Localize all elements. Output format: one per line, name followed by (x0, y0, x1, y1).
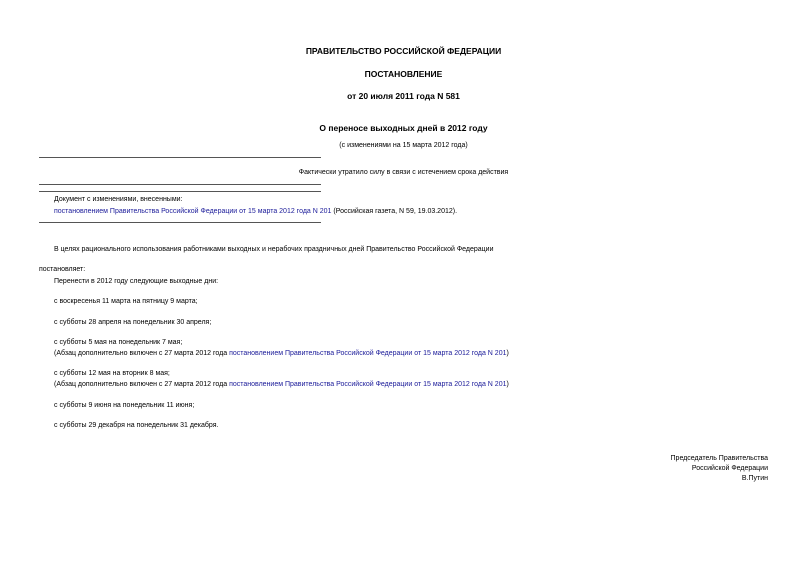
publication-source: (Российская газета, N 59, 19.03.2012). (331, 208, 458, 215)
divider (39, 184, 321, 185)
signatory-position: Председатель Правительства (670, 455, 768, 462)
amendment-note: (Абзац дополнительно включен с 27 марта 2012 года постановлением Правительства Российской Федерации от 15 марта 2012 года N 201) (54, 350, 509, 357)
revision-note: (с изменениями на 15 марта 2012 года) (339, 142, 468, 149)
changes-source (54, 208, 457, 215)
list-item: с субботы 12 мая на вторник 8 мая; (54, 370, 170, 377)
amendment-note: (Абзац дополнительно включен с 27 марта 2012 года постановлением Правительства Российской Федерации от 15 марта 2012 года N 201) (54, 381, 509, 388)
document-title: О переносе выходных дней в 2012 году (319, 123, 488, 133)
date-and-number: от 20 июля 2011 года N 581 (347, 91, 460, 101)
list-item: с субботы 9 июня на понедельник 11 июня; (54, 402, 195, 409)
government-name: ПРАВИТЕЛЬСТВО РОССИЙСКОЙ ФЕДЕРАЦИИ (305, 46, 502, 56)
amendment-link[interactable]: постановлением Правительства Российской Федерации от 15 марта 2012 года N 201 (54, 208, 332, 215)
amendment-link[interactable]: постановлением Правительства Российской Федерации от 15 марта 2012 года N 201 (229, 350, 507, 357)
amendment-link[interactable]: постановлением Правительства Российской Федерации от 15 марта 2012 года N 201 (229, 381, 507, 388)
list-item: с субботы 29 декабря на понедельник 31 декабря. (54, 422, 219, 429)
signatory-name: В.Путин (741, 475, 768, 482)
changes-intro: Документ с изменениями, внесенными: (54, 196, 183, 203)
document-type: ПОСТАНОВЛЕНИЕ (364, 69, 443, 79)
list-item: с воскресенья 11 марта на пятницу 9 марта; (54, 298, 198, 305)
divider (39, 157, 321, 158)
preamble: В целях рационального использования работниками выходных и нерабочих праздничных дней Правительство Российской Федерации (54, 246, 494, 253)
decides-word: постановляет: (39, 266, 86, 273)
signatory-organization: Российской Федерации (691, 465, 768, 472)
list-item: с субботы 28 апреля на понедельник 30 апреля; (54, 319, 212, 326)
list-item: с субботы 5 мая на понедельник 7 мая; (54, 339, 183, 346)
transfer-intro: Перенести в 2012 году следующие выходные дни: (54, 278, 219, 285)
status-note: Фактически утратило силу в связи с истечением срока действия (298, 169, 509, 176)
divider (39, 191, 321, 192)
divider (39, 222, 321, 223)
